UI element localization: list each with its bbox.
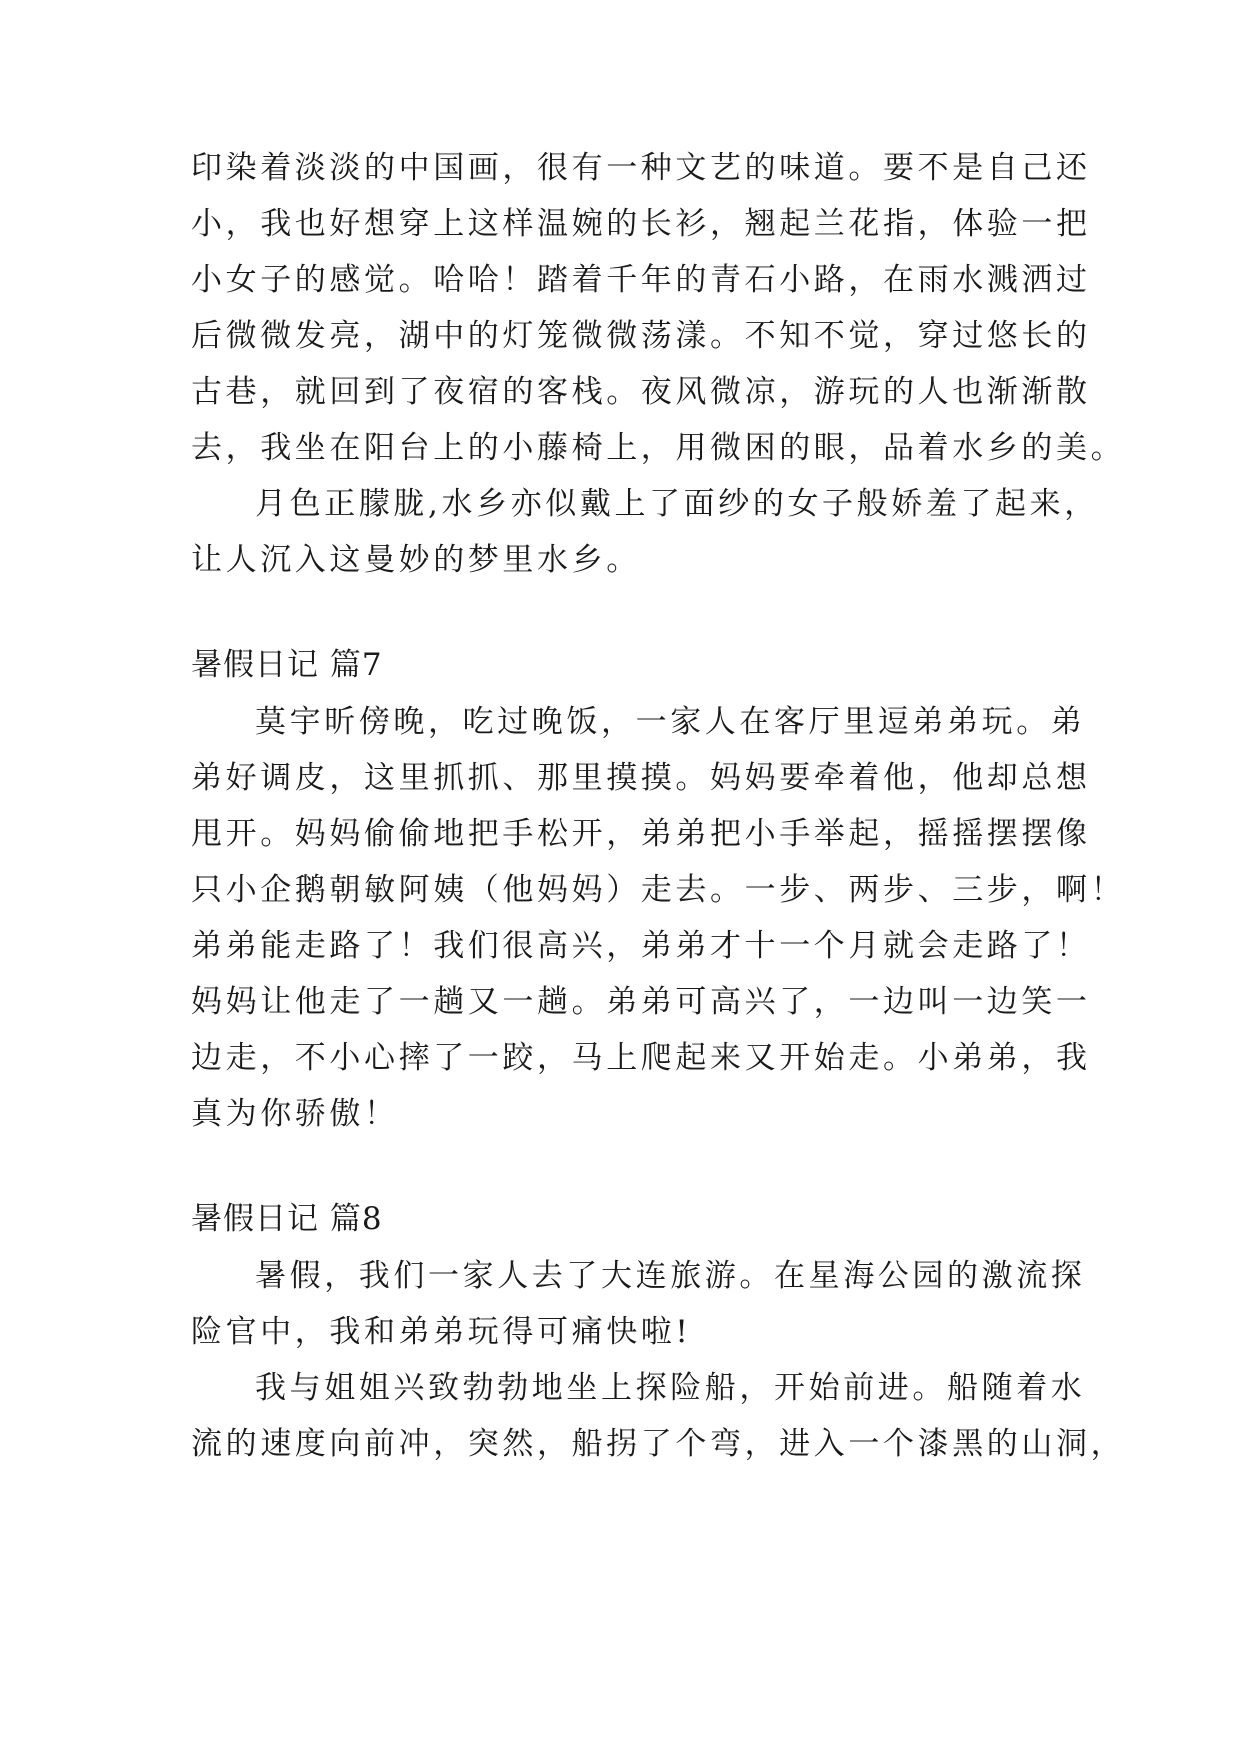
paragraph-line: 边走，不小心摔了一跤，马上爬起来又开始走。小弟弟，我 (191, 1040, 1091, 1076)
paragraph-line: 暑假，我们一家人去了大连旅游。在星海公园的激流探 (255, 1258, 1086, 1294)
paragraph-line: 后微微发亮，湖中的灯笼微微荡漾。不知不觉，穿过悠长的 (191, 318, 1091, 354)
paragraph-line: 让人沉入这曼妙的梦里水乡。 (191, 542, 641, 578)
paragraph-line: 小，我也好想穿上这样温婉的长衫，翘起兰花指，体验一把 (191, 206, 1091, 242)
paragraph-line: 印染着淡淡的中国画，很有一种文艺的味道。要不是自己还 (191, 150, 1091, 186)
section-heading: 暑假日记 篇7 (191, 647, 383, 683)
paragraph-line: 险官中，我和弟弟玩得可痛快啦! (191, 1314, 692, 1350)
paragraph-line: 莫宇昕傍晚，吃过晚饭，一家人在客厅里逗弟弟玩。弟 (255, 704, 1086, 740)
paragraph-line: 弟弟能走路了！我们很高兴，弟弟才十一个月就会走路了！ (191, 928, 1091, 964)
paragraph-line: 甩开。妈妈偷偷地把手松开，弟弟把小手举起，摇摇摆摆像 (191, 816, 1091, 852)
paragraph-line: 妈妈让他走了一趟又一趟。弟弟可高兴了，一边叫一边笑一 (191, 984, 1091, 1020)
paragraph-line: 小女子的感觉。哈哈！踏着千年的青石小路，在雨水溅洒过 (191, 262, 1091, 298)
paragraph-line: 弟好调皮，这里抓抓、那里摸摸。妈妈要牵着他，他却总想 (191, 760, 1091, 796)
paragraph-line: 真为你骄傲！ (191, 1096, 399, 1132)
paragraph-line: 月色正朦胧,水乡亦似戴上了面纱的女子般娇羞了起来， (255, 486, 1099, 522)
paragraph-line: 只小企鹅朝敏阿姨（他妈妈）走去。一步、两步、三步，啊！ (191, 872, 1126, 908)
section-heading: 暑假日记 篇8 (191, 1201, 383, 1237)
paragraph-line: 流的速度向前冲，突然，船拐了个弯，进入一个漆黑的山洞， (191, 1426, 1126, 1462)
paragraph-line: 我与姐姐兴致勃勃地坐上探险船，开始前进。船随着水 (255, 1370, 1086, 1406)
paragraph-line: 去，我坐在阳台上的小藤椅上，用微困的眼，品着水乡的美。 (191, 430, 1126, 466)
paragraph-line: 古巷，就回到了夜宿的客栈。夜风微凉，游玩的人也渐渐散 (191, 374, 1091, 410)
